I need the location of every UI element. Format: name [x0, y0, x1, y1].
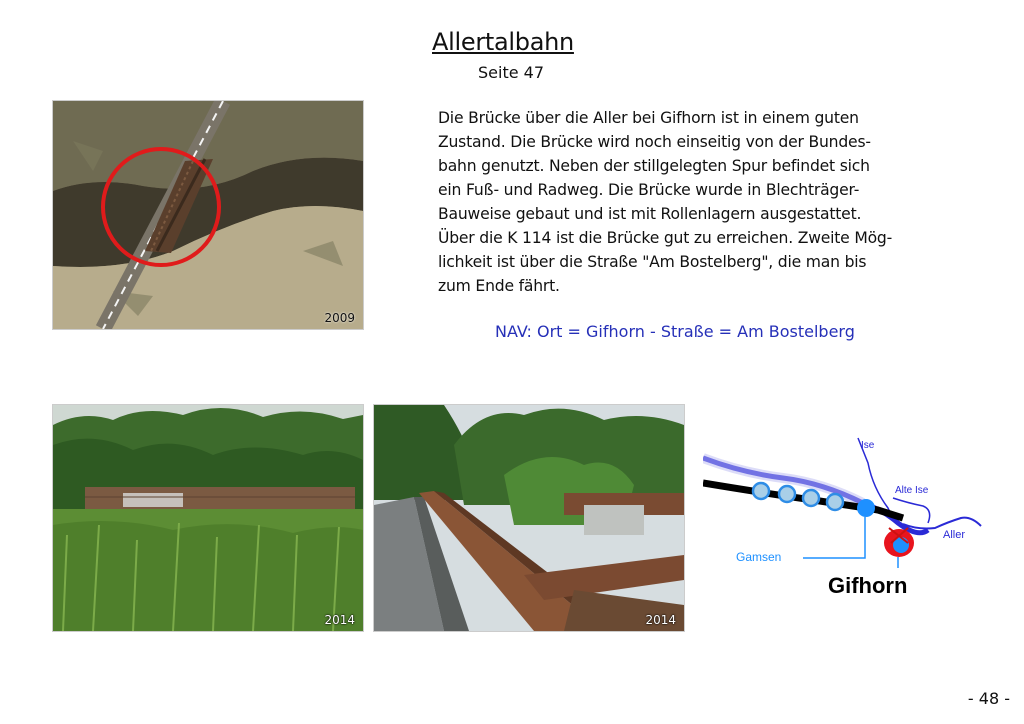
- description-line: bahn genutzt. Neben der stillgelegten Spur befindet sich: [438, 157, 870, 175]
- meadow-photo: [52, 404, 364, 632]
- description-line: lichkeit ist über die Straße "Am Bostelberg", die man bis: [438, 253, 867, 271]
- bridge-deck-photo-image: [374, 405, 684, 631]
- description-line: ein Fuß- und Radweg. Die Brücke wurde in Blechträger-: [438, 181, 860, 199]
- nav-instruction: NAV: Ort = Gifhorn - Straße = Am Bostelberg: [495, 322, 855, 341]
- bridge-deck-photo: [373, 404, 685, 632]
- map-label-gamsen: Gamsen: [736, 550, 782, 564]
- bridge-deck-photo-year: 2014: [645, 613, 676, 627]
- meadow-photo-image: [53, 405, 363, 631]
- description-line: Die Brücke über die Aller bei Gifhorn ist in einem guten: [438, 109, 859, 127]
- aerial-photo-year: 2009: [324, 311, 355, 325]
- route-map-graphic: [703, 418, 993, 608]
- map-label-ise: Ise: [861, 440, 875, 451]
- description-line: zum Ende fährt.: [438, 277, 560, 295]
- map-label-alte-ise: Alte Ise: [895, 485, 929, 496]
- meadow-photo-year: 2014: [324, 613, 355, 627]
- aerial-photo-image: [53, 101, 363, 329]
- page-title: Allertalbahn: [432, 28, 574, 56]
- route-map: [703, 418, 993, 608]
- map-label-gifhorn: Gifhorn: [828, 573, 908, 598]
- page-subtitle: Seite 47: [478, 63, 545, 82]
- description: [438, 106, 978, 298]
- page-number: - 48 -: [967, 689, 1010, 708]
- aerial-photo: [52, 100, 364, 330]
- description-line: Bauweise gebaut und ist mit Rollenlagern ausgestattet.: [438, 205, 862, 223]
- map-label-aller: Aller: [943, 529, 966, 541]
- description-line: Über die K 114 ist die Brücke gut zu erreichen. Zweite Mög-: [438, 229, 893, 247]
- description-line: Zustand. Die Brücke wird noch einseitig von der Bundes-: [438, 133, 871, 151]
